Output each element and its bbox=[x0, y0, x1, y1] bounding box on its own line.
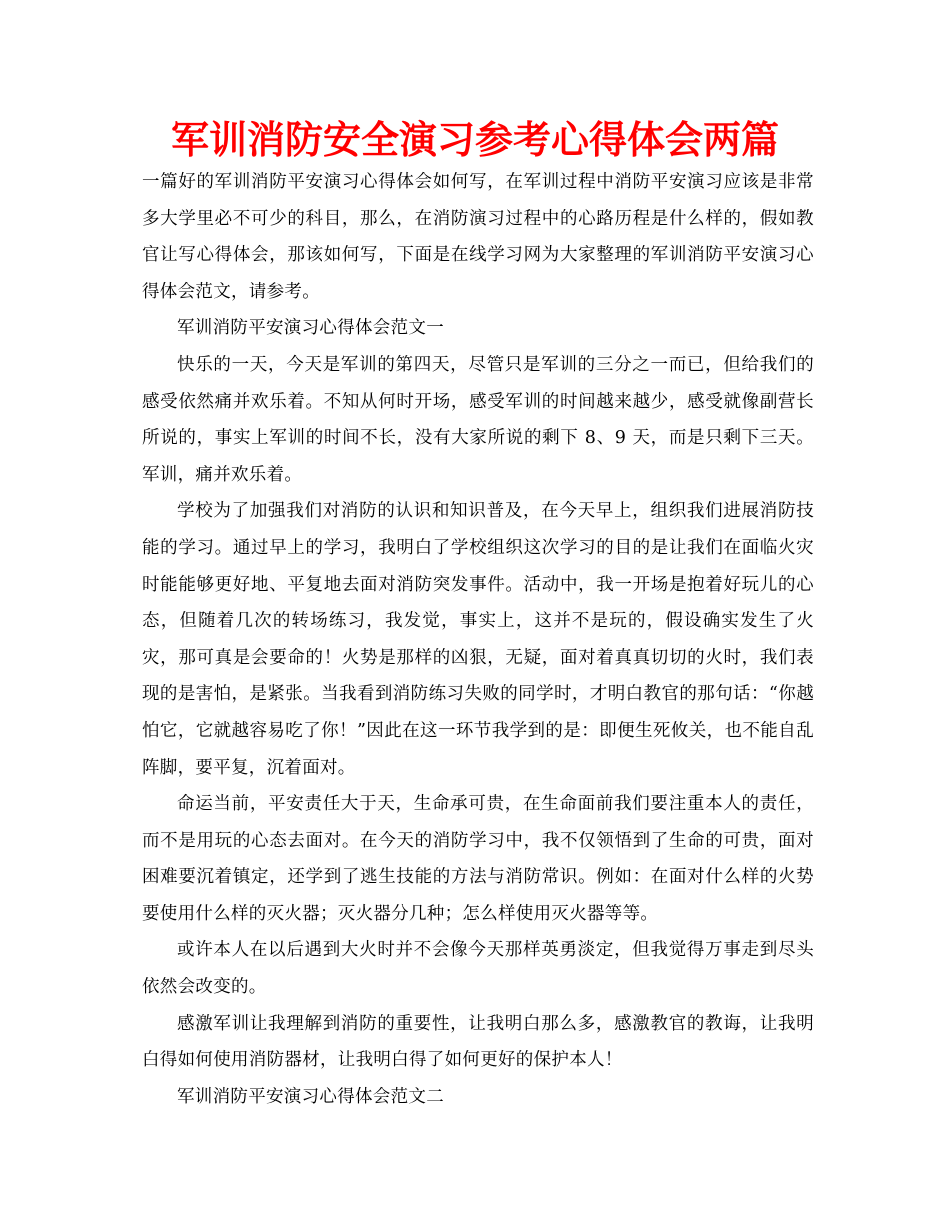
body-paragraph: 快乐的一天，今天是军训的第四天，尽管只是军训的三分之一而已，但给我们的感受依然痛并欢乐着。不知从何时开场，感受军训的时间越来越少，感受就像副营长所说的，事实上军训的时间不长，没有大家所说的剩下 8、9 天，而是只剩下三天。军训，痛并欢乐着。 bbox=[142, 354, 814, 485]
document-title: 军训消防安全演习参考心得体会两篇 bbox=[170, 118, 779, 162]
section-heading-two: 军训消防平安演习心得体会范文二 bbox=[177, 1086, 444, 1107]
document-body bbox=[142, 164, 814, 1115]
body-paragraph: 感激军训让我理解到消防的重要性，让我明白那么多，感激教官的教诲，让我明白得如何使用消防器材，让我明白得了如何更好的保护本人！ bbox=[142, 1013, 814, 1071]
body-paragraph: 学校为了加强我们对消防的认识和知识普及，在今天早上，组织我们进展消防技能的学习。通过早上的学习，我明白了学校组织这次学习的目的是让我们在面临火灾时能能够更好地、平复地去面对消防突发事件。活动中，我一开场是抱着好玩儿的心态，但随着几次的转场练习，我发觉，事实上，这并不是玩的，假设确实发生了火灾，那可真是会要命的！火势是那样的凶狠，无疑，面对着真真切切的火时，我们表现的是害怕，是紧张。当我看到消防练习失败的同学时，才明白教官的那句话：“你越怕它，它就越容易吃了你！”因此在这一环节我学到的是：即便生死攸关，也不能自乱阵脚，要平复，沉着面对。 bbox=[142, 501, 814, 778]
intro-paragraph: 一篇好的军训消防平安演习心得体会如何写，在军训过程中消防平安演习应该是非常多大学里必不可少的科目，那么，在消防演习过程中的心路历程是什么样的，假如教官让写心得体会，那该如何写，下面是在线学习网为大家整理的军训消防平安演习心得体会范文，请参考。 bbox=[142, 172, 814, 302]
body-paragraph: 或许本人在以后遇到大火时并不会像今天那样英勇淡定，但我觉得万事走到尽头依然会改变的。 bbox=[142, 940, 814, 998]
body-paragraph: 命运当前，平安责任大于天，生命承可贵，在生命面前我们要注重本人的责任，而不是用玩的心态去面对。在今天的消防学习中，我不仅领悟到了生命的可贵，面对困难要沉着镇定，还学到了逃生技能的方法与消防常识。例如：在面对什么样的火势要使用什么样的灭火器；灭火器分几种；怎么样使用灭火器等等。 bbox=[142, 794, 814, 924]
section-heading-one: 军训消防平安演习心得体会范文一 bbox=[177, 318, 444, 339]
